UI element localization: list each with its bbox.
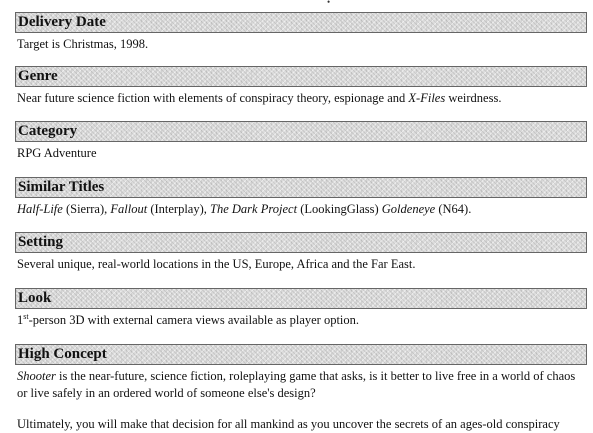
section-body [15, 368, 587, 402]
section-body [15, 90, 587, 107]
section-body: Several unique, real-world locations in the US, Europe, Africa and the Far East. [17, 257, 416, 271]
title-goldeneye: Goldeneye [381, 202, 436, 216]
section-body [15, 201, 587, 218]
section-body: Target is Christmas, 1998. [17, 37, 149, 51]
body-text: weirdness. [445, 91, 502, 105]
publisher-text: (Interplay), [147, 202, 211, 216]
section-heading: Delivery Date [15, 12, 587, 33]
section-look [15, 288, 587, 329]
section-genre [15, 66, 587, 107]
section-delivery-date [15, 12, 587, 53]
section-heading: Look [15, 288, 587, 309]
section-heading: Setting [15, 232, 587, 253]
body-italic: X-Files [408, 91, 446, 105]
section-high-concept [15, 344, 587, 433]
section-category [15, 121, 587, 162]
section-body [15, 312, 587, 329]
section-heading: Genre [15, 66, 587, 87]
title-fallout: Fallout [110, 202, 148, 216]
section-heading: High Concept [15, 344, 587, 365]
body-text: Near future science fiction with elements of conspiracy theory, espionage and [17, 91, 409, 105]
section-similar-titles [15, 177, 587, 218]
scan-speck: • [327, 0, 331, 7]
publisher-text: (Sierra), [62, 202, 111, 216]
section-body: RPG Adventure [17, 146, 97, 160]
section-heading: Category [15, 121, 587, 142]
section-heading: Similar Titles [15, 177, 587, 198]
title-dark-project: The Dark Project [210, 202, 298, 216]
section-body-continued: Ultimately, you will make that decision for all mankind as you uncover the secrets of an ages-old conspiracy [17, 417, 560, 431]
publisher-text: (LookingGlass) [297, 202, 382, 216]
ordinal-superscript: st [23, 311, 29, 321]
body-text: is the near-future, science fiction, roleplaying game that asks, is it better to live free in a world of chaos or live safely in an ordered world of someone else's design? [17, 369, 576, 400]
body-text: 1 [17, 313, 24, 327]
section-setting [15, 232, 587, 273]
title-half-life: Half-Life [17, 202, 63, 216]
body-text: -person 3D with external camera views available as player option. [28, 313, 360, 327]
game-title: Shooter [17, 369, 56, 383]
publisher-text: (N64). [435, 202, 472, 216]
